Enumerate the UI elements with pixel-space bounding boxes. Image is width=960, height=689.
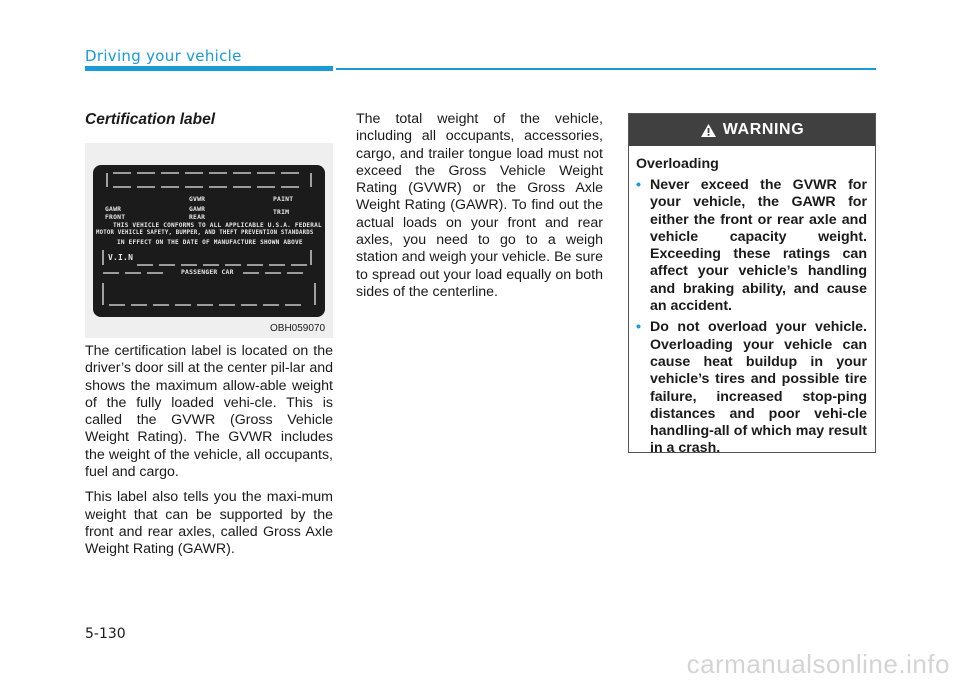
warning-header bbox=[629, 114, 875, 146]
section-header: Driving your vehicle bbox=[85, 47, 242, 65]
certification-text bbox=[85, 343, 333, 567]
header-rule bbox=[336, 68, 876, 70]
header-accent-bar bbox=[85, 66, 333, 71]
certification-label-title: Certification label bbox=[85, 111, 216, 128]
plate-conform-line-3: IN EFFECT ON THE DATE OF MANUFACTURE SHOWN ABOVE bbox=[117, 239, 303, 246]
label-plate bbox=[93, 165, 325, 317]
bullet-icon: • bbox=[636, 177, 641, 193]
certification-paragraph-2: This label also tells you the maxi-mum weight that can be supported by the front and rear axles, called Gross Axle Weight Rating (GAWR). bbox=[85, 489, 333, 558]
warning-body bbox=[629, 146, 875, 458]
warning-item bbox=[636, 319, 867, 457]
bullet-icon: • bbox=[636, 319, 641, 336]
plate-gvwr: GVWR bbox=[189, 195, 206, 203]
weight-text bbox=[356, 111, 603, 309]
warning-heading: WARNING bbox=[722, 121, 805, 138]
warning-triangle-icon bbox=[700, 123, 717, 138]
plate-paint: PAINT bbox=[273, 195, 294, 203]
plate-vin: V.I.N bbox=[108, 253, 134, 262]
warning-item bbox=[636, 177, 867, 315]
plate-gawr-rear-label: GAWR bbox=[189, 205, 206, 213]
page-number: 5-130 bbox=[85, 626, 126, 642]
plate-rear: REAR bbox=[189, 213, 206, 221]
plate-trim: TRIM bbox=[273, 208, 290, 216]
plate-front: FRONT bbox=[105, 213, 126, 221]
figure-code: OBH059070 bbox=[270, 323, 326, 334]
certification-paragraph-1: The certification label is located on the driver’s door sill at the center pil-lar and shows the maximum allow-able weight of the fully loaded vehi-cle. This is called the GVWR (Gross Vehicle Weight Rating). The GVWR includes the weight of the vehicle, all occupants, fuel and cargo. bbox=[85, 343, 333, 481]
warning-list bbox=[636, 177, 867, 458]
weight-paragraph: The total weight of the vehicle, including all occupants, accessories, cargo, and trailer tongue load must not exceed the Gross Vehicle Weight Rating (GVWR) or the Gross Axle Weight Rating (GAWR). To find out the actual loads on your front and rear axles, you need to go to a weigh station and weigh your vehicle. Be sure to spread out your load equally on both sides of the centerline. bbox=[356, 111, 603, 300]
warning-box bbox=[628, 113, 876, 457]
plate-conform-line-1: THIS VEHICLE CONFORMS TO ALL APPLICABLE U.S.A. FEDERAL bbox=[113, 222, 322, 229]
warning-subtitle: Overloading bbox=[636, 156, 719, 172]
plate-gawr-front-label: GAWR bbox=[105, 205, 122, 213]
warning-item-text: Never exceed the GVWR for your vehicle, the GAWR for either the front or rear axle and vehicle capacity weight. Exceeding these ratings can affect your vehicle’s handling and braking ability, and cause an accident. bbox=[650, 177, 867, 315]
watermark: carmanualsonline.info bbox=[686, 649, 950, 679]
certification-label-figure bbox=[85, 143, 333, 338]
plate-conform-line-2: MOTOR VEHICLE SAFETY, BUMPER, AND THEFT PREVENTION STANDARDS bbox=[96, 230, 314, 236]
warning-item-text: Do not overload your vehicle. Overloading your vehicle can cause heat buildup in your vehicle’s tires and possible tire failure, increased stop-ping distances and poor vehi-cle handling-all of which may result in a crash. bbox=[650, 319, 867, 457]
plate-passenger-car: PASSENGER CAR bbox=[181, 268, 234, 276]
